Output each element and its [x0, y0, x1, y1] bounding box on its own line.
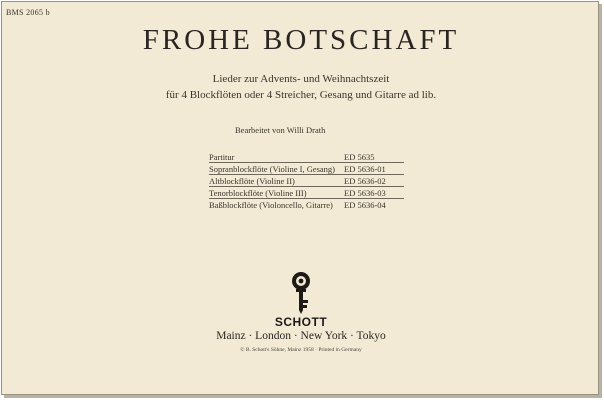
part-code: ED 5636-01: [344, 164, 386, 174]
parts-list: [209, 151, 409, 211]
part-row: [209, 163, 409, 175]
part-code: ED 5635: [344, 152, 375, 162]
part-code: ED 5636-02: [344, 176, 386, 186]
part-row: [209, 151, 409, 163]
part-name: Sopranblockflöte (Violine I, Gesang): [209, 164, 336, 174]
subtitle-line-2: für 4 Blockflöten oder 4 Streicher, Gesang und Gitarre ad lib.: [165, 89, 437, 101]
catalog-number: BMS 2065 b: [6, 8, 50, 17]
part-row: [209, 199, 409, 211]
arranger-credit: Bearbeitet von Willi Drath: [235, 125, 326, 135]
schott-key-icon: [288, 270, 314, 318]
part-name: Altblockflöte (Violine II): [209, 176, 295, 186]
title-page: [1, 1, 599, 395]
part-name: Tenorblockflöte (Violine III): [209, 188, 307, 198]
part-name: Partitur: [209, 152, 235, 162]
copyright-line: © B. Schott's Söhne, Mainz 1958 · Printed in Germany: [240, 347, 362, 353]
publisher-name: SCHOTT: [274, 315, 328, 329]
publisher-cities: Mainz · London · New York · Tokyo: [216, 330, 386, 342]
part-code: ED 5636-04: [344, 200, 386, 210]
part-code: ED 5636-03: [344, 188, 386, 198]
part-name: Baßblockflöte (Violoncello, Gitarre): [209, 200, 333, 210]
part-row: [209, 175, 409, 187]
subtitle-line-1: Lieder zur Advents- und Weihnachtszeit: [212, 73, 390, 85]
page-title: FROHE BOTSCHAFT: [142, 24, 460, 56]
part-row: [209, 187, 409, 199]
